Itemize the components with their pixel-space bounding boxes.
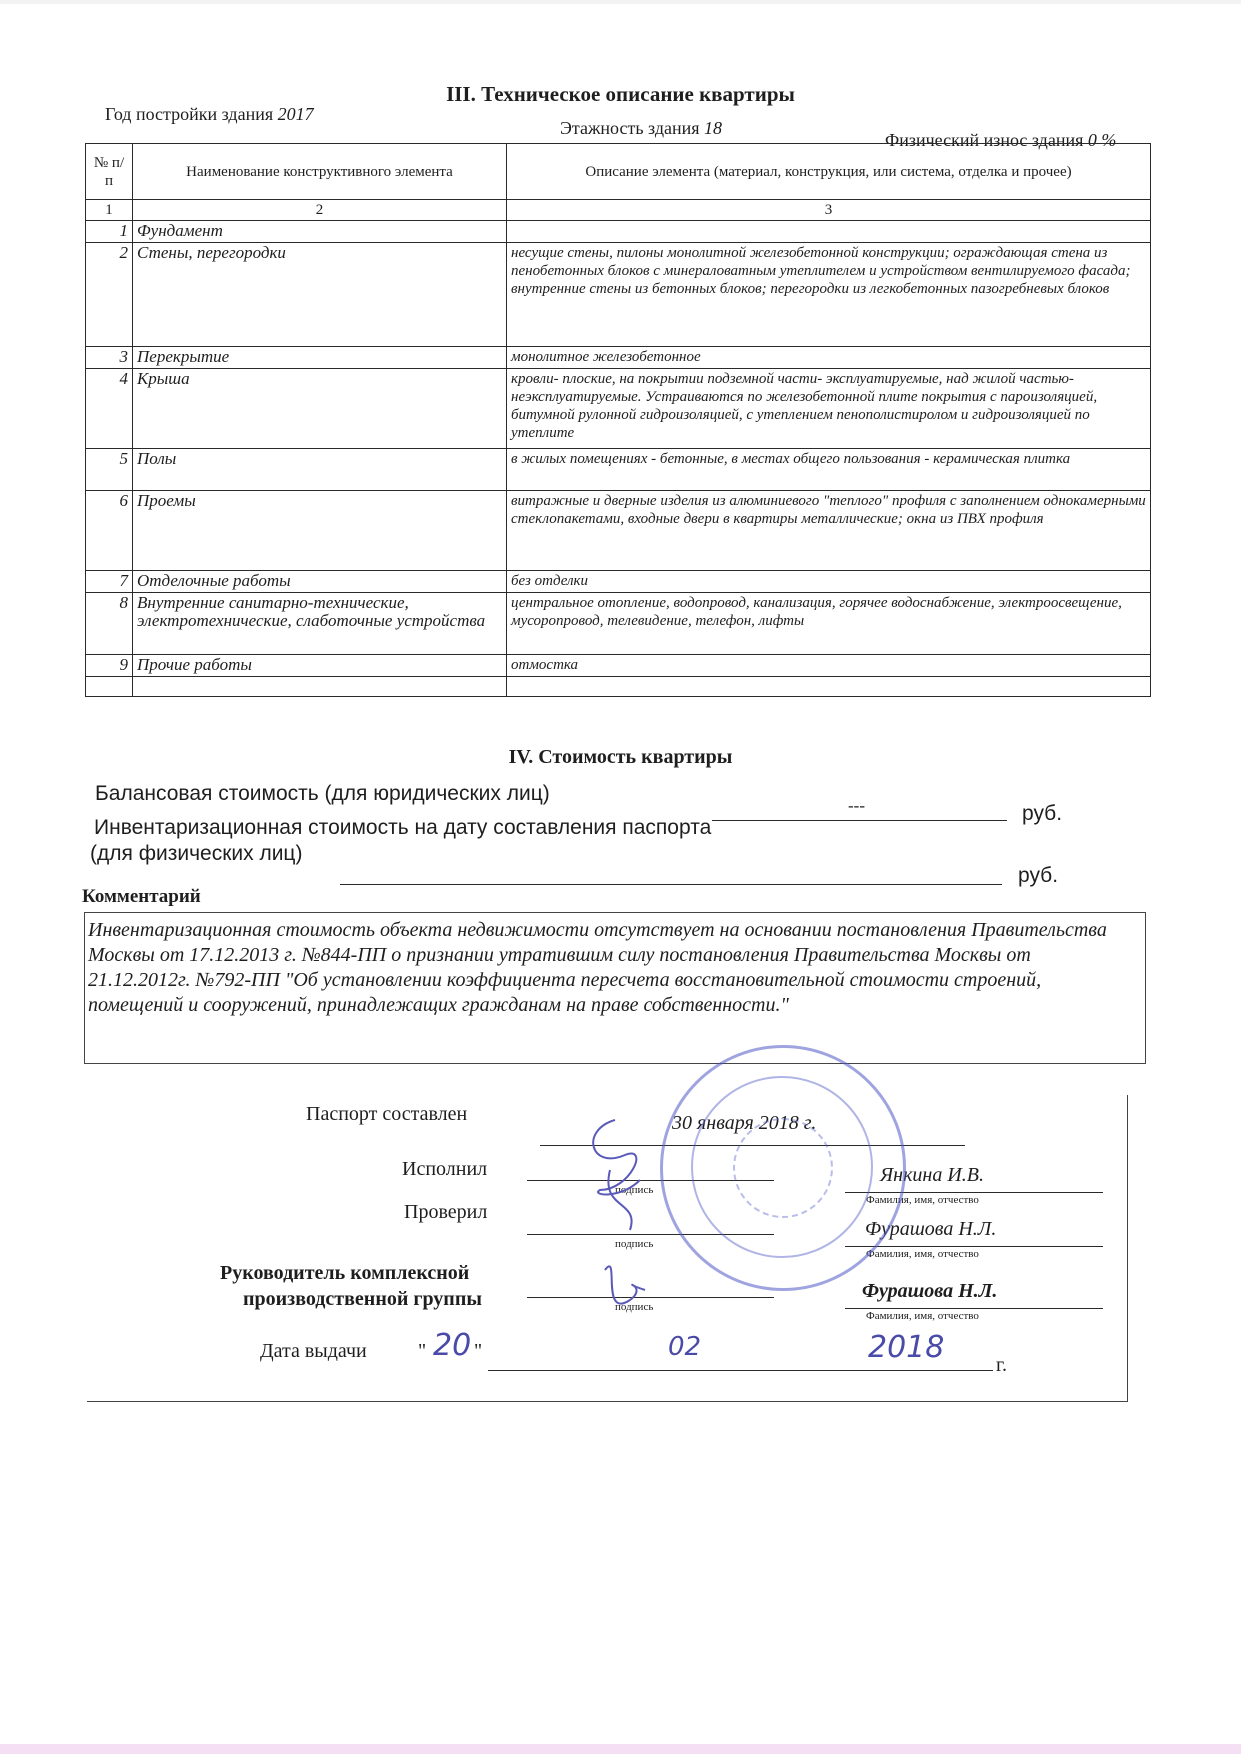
table-row-blank <box>86 677 1151 697</box>
balance-value: --- <box>848 796 865 815</box>
row-desc: в жилых помещениях - бетонные, в местах общего пользования - керамическая плитка <box>507 449 1151 491</box>
issue-label: Дата выдачи <box>260 1340 367 1362</box>
technical-description-table <box>85 143 1151 697</box>
table-row <box>86 571 1151 593</box>
row-name: Прочие работы <box>133 655 507 677</box>
header-name: Наименование конструктивного элемента <box>133 144 507 200</box>
balance-currency: руб. <box>1022 802 1063 825</box>
row-num: 2 <box>86 243 133 347</box>
inventory-underline <box>340 884 1002 885</box>
scan-edge <box>0 0 1241 4</box>
section4-title: IV. Стоимость квартиры <box>508 746 733 768</box>
blank-cell <box>133 677 507 697</box>
row-desc: несущие стены, пилоны монолитной железобетонной конструкции; ограждающая стена из пенобетонных блоков с минераловатным утеплителем и устройством вентилируемого фасада; внутренние стены из бетонных блоков; перегородки из легкобетонных пазогребневых блоков <box>507 243 1151 347</box>
inventory-sub: (для физических лиц) <box>90 842 303 865</box>
issue-year: 2018 <box>868 1330 945 1365</box>
inventory-label: Инвентаризационная стоимость на дату составления паспорта <box>94 816 712 839</box>
balance-label: Балансовая стоимость (для юридических лиц) <box>95 782 550 805</box>
executed-label: Исполнил <box>402 1158 488 1180</box>
fio-caption: Фамилия, имя, отчество <box>866 1248 979 1260</box>
stamp-emblem <box>733 1118 833 1218</box>
row-num: 9 <box>86 655 133 677</box>
table-colnum-row <box>86 200 1151 221</box>
issue-quote-close: " <box>474 1340 483 1362</box>
table-row <box>86 221 1151 243</box>
handwritten-signatures <box>560 1100 680 1330</box>
head-name-line <box>845 1308 1103 1309</box>
checked-label: Проверил <box>404 1201 488 1223</box>
row-desc: кровли- плоские, на покрытии подземной части- эксплуатируемые, над жилой частью- неэксплуатируемые. Устраиваются по железобетонной плите покрытия с пароизоляцией, битумной рулонной гидроизоляцией, с утеплением пенополистиролом и гидроизоляцией по утеплите <box>507 369 1151 449</box>
floors-value: 18 <box>704 118 723 138</box>
official-stamp <box>660 1045 906 1291</box>
row-desc: центральное отопление, водопровод, канализация, горячее водоснабжение, электроосвещение, мусоропровод, телевидение, телефон, лифты <box>507 593 1151 655</box>
build-year-label: Год постройки здания <box>105 104 274 124</box>
row-name: Отделочные работы <box>133 571 507 593</box>
row-name: Крыша <box>133 369 507 449</box>
colnum-3: 3 <box>507 200 1151 221</box>
colnum-2: 2 <box>133 200 507 221</box>
row-name: Фундамент <box>133 221 507 243</box>
head-name: Фурашова Н.Л. <box>862 1280 998 1302</box>
section3-title: III. Техническое описание квартиры <box>446 82 795 106</box>
executed-name: Янкина И.В. <box>880 1164 985 1186</box>
row-desc: без отделки <box>507 571 1151 593</box>
comment-text: Инвентаризационная стоимость объекта недвижимости отсутствует на основании постановления Правительства Москвы от 17.12.2013 г. №844-ПП о признании утратившим силу постановления Правительства Москвы от 21.12.2012г. №792-ПП "Об установлении коэффициента пересчета восстановительной стоимости строений, помещений и сооружений, принадлежащих гражданам на праве собственности." <box>88 919 1107 1016</box>
issue-quote-open: " <box>418 1340 427 1362</box>
fio-caption: Фамилия, имя, отчество <box>866 1194 979 1206</box>
wear-label: Физический износ здания <box>885 130 1084 150</box>
row-desc: витражные и дверные изделия из алюминиевого "теплого" профиля с заполнением однокамерными стеклопакетами, входные двери в квартиры металлические; окна из ПВХ профиля <box>507 491 1151 571</box>
row-num: 6 <box>86 491 133 571</box>
row-num: 4 <box>86 369 133 449</box>
colnum-1: 1 <box>86 200 133 221</box>
row-name: Внутренние санитарно-технические, электротехнические, слаботочные устройства <box>133 593 507 655</box>
row-num: 1 <box>86 221 133 243</box>
row-name: Стены, перегородки <box>133 243 507 347</box>
blank-cell <box>507 677 1151 697</box>
comment-title: Комментарий <box>82 886 201 907</box>
table-row <box>86 491 1151 571</box>
issue-year-suffix: г. <box>996 1354 1007 1376</box>
checked-name-line <box>845 1246 1103 1247</box>
floors-label: Этажность здания <box>560 118 700 138</box>
sign-caption: подпись <box>615 1184 654 1196</box>
table-row <box>86 593 1151 655</box>
table-row <box>86 369 1151 449</box>
head-label-1: Руководитель комплексной <box>220 1262 470 1284</box>
checked-name: Фурашова Н.Л. <box>865 1218 997 1240</box>
row-num: 7 <box>86 571 133 593</box>
table-header-row <box>86 144 1151 200</box>
sign-caption: подпись <box>615 1238 654 1250</box>
build-year <box>105 104 314 125</box>
header-desc: Описание элемента (материал, конструкция, или система, отделка и прочее) <box>507 144 1151 200</box>
table-row <box>86 655 1151 677</box>
fio-caption: Фамилия, имя, отчество <box>866 1310 979 1322</box>
row-name: Проемы <box>133 491 507 571</box>
row-num: 8 <box>86 593 133 655</box>
scan-bottom-band <box>0 1744 1241 1754</box>
issue-month: 02 <box>668 1332 702 1362</box>
header-num: № п/п <box>86 144 133 200</box>
head-label-2: производственной группы <box>243 1288 482 1310</box>
compiled-date: 30 января 2018 г. <box>672 1112 817 1134</box>
table-row <box>86 449 1151 491</box>
row-num: 5 <box>86 449 133 491</box>
issue-underline <box>488 1370 993 1371</box>
blank-cell <box>86 677 133 697</box>
wear-value: 0 % <box>1087 130 1117 150</box>
row-name: Перекрытие <box>133 347 507 369</box>
build-year-value: 2017 <box>277 104 314 124</box>
issue-day: 20 <box>433 1328 472 1363</box>
inventory-currency: руб. <box>1018 864 1059 887</box>
row-desc <box>507 221 1151 243</box>
row-name: Полы <box>133 449 507 491</box>
floors <box>560 118 722 139</box>
balance-underline <box>712 820 1007 821</box>
row-num: 3 <box>86 347 133 369</box>
row-desc: отмостка <box>507 655 1151 677</box>
table-row <box>86 347 1151 369</box>
compiled-label: Паспорт составлен <box>306 1103 468 1125</box>
row-desc: монолитное железобетонное <box>507 347 1151 369</box>
table-row <box>86 243 1151 347</box>
sign-caption: подпись <box>615 1301 654 1313</box>
